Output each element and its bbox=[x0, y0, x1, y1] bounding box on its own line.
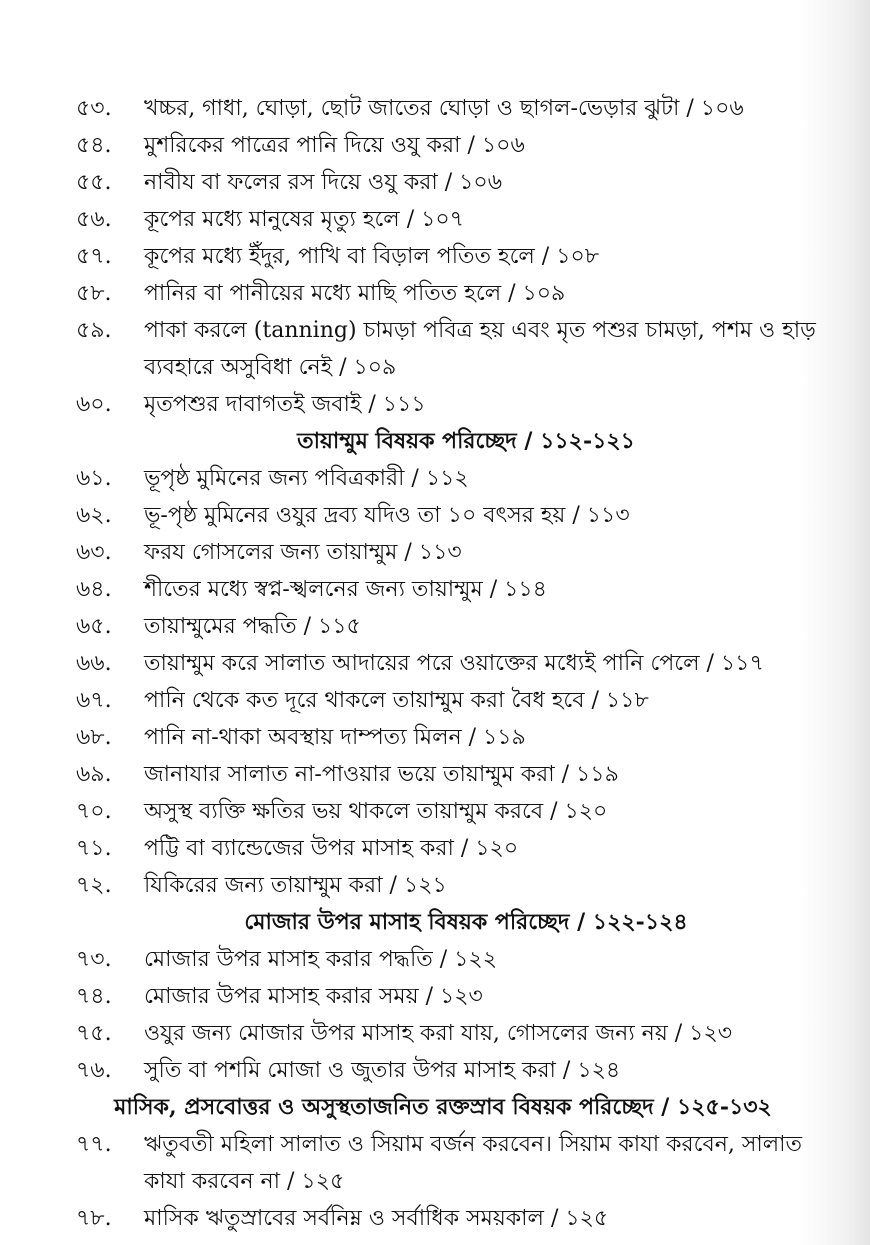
entry-title: ওযুর জন্য মোজার উপর মাসাহ করা যায়, গোসলের জন্য নয় / ১২৩ bbox=[144, 1021, 733, 1046]
toc-entry bbox=[76, 719, 826, 756]
toc-entry bbox=[76, 941, 826, 978]
entry-number: ৭০. bbox=[76, 799, 112, 824]
toc-entry bbox=[76, 460, 826, 497]
entry-number: ৬২. bbox=[76, 503, 112, 528]
toc-entry bbox=[76, 127, 826, 164]
toc-entry bbox=[76, 1200, 826, 1237]
toc-entry bbox=[76, 1015, 826, 1052]
table-of-contents bbox=[76, 90, 826, 1237]
section-heading-bleeding: মাসিক, প্রসবোত্তর ও অসুস্থতাজনিত রক্তস্রাব বিষয়ক পরিচ্ছেদ / ১২৫-১৩২ bbox=[114, 1094, 772, 1120]
entry-title: ভূপৃষ্ঠ মুমিনের জন্য পবিত্রকারী / ১১২ bbox=[144, 466, 469, 491]
toc-entry bbox=[76, 312, 826, 386]
entry-number: ৬৮. bbox=[76, 725, 112, 750]
entry-title: তায়াম্মুম করে সালাত আদায়ের পরে ওয়াক্তের মধ্যেই পানি পেলে / ১১৭ bbox=[144, 651, 764, 676]
entry-number: ৫৯. bbox=[76, 318, 112, 343]
toc-entry bbox=[76, 534, 826, 571]
entry-title: খচ্চর, গাধা, ঘোড়া, ছোট জাতের ঘোড়া ও ছাগল-ভেড়ার ঝুটা / ১০৬ bbox=[144, 96, 744, 121]
toc-entry bbox=[76, 867, 826, 904]
toc-entry bbox=[76, 1126, 826, 1200]
toc-entry bbox=[76, 1052, 826, 1089]
entry-number: ৬৪. bbox=[76, 577, 112, 602]
entry-number: ৬৩. bbox=[76, 540, 112, 565]
entry-number: ৫৬. bbox=[76, 207, 112, 232]
entry-number: ৭১. bbox=[76, 836, 112, 861]
entry-number: ৬০. bbox=[76, 392, 112, 417]
entry-title: মাসিক ঋতুস্রাবের সর্বনিম্ন ও সর্বাধিক সময়কাল / ১২৫ bbox=[144, 1206, 609, 1231]
toc-entry bbox=[76, 571, 826, 608]
entry-title: অসুস্থ ব্যক্তি ক্ষতির ভয় থাকলে তায়াম্মুম করবে / ১২০ bbox=[144, 799, 608, 824]
toc-entry bbox=[76, 830, 826, 867]
entry-title: পট্টি বা ব্যান্ডেজের উপর মাসাহ করা / ১২০ bbox=[144, 836, 519, 861]
entry-title: কূপের মধ্যে ইঁদুর, পাখি বা বিড়াল পতিত হলে / ১০৮ bbox=[144, 244, 600, 269]
toc-entry bbox=[76, 497, 826, 534]
toc-entry bbox=[76, 164, 826, 201]
toc-entry bbox=[76, 275, 826, 312]
toc-entry bbox=[76, 238, 826, 275]
toc-entry bbox=[76, 756, 826, 793]
entry-title: ঋতুবতী মহিলা সালাত ও সিয়াম বর্জন করবেন। সিয়াম কাযা করবেন, সালাত কাযা করবেন না / ১২৫ bbox=[144, 1132, 803, 1194]
toc-entry bbox=[76, 90, 826, 127]
entry-title: জানাযার সালাত না-পাওয়ার ভয়ে তায়াম্মুম করা / ১১৯ bbox=[144, 762, 619, 787]
entry-number: ৬৯. bbox=[76, 762, 112, 787]
entry-title: কূপের মধ্যে মানুষের মৃত্যু হলে / ১০৭ bbox=[144, 207, 464, 232]
entry-title: যিকিরের জন্য তায়াম্মুম করা / ১২১ bbox=[144, 873, 447, 898]
toc-entry bbox=[76, 682, 826, 719]
entry-title: পাকা করলে (tanning) চামড়া পবিত্র হয় এবং মৃত পশুর চামড়া, পশম ও হাড় ব্যবহারে অসুবিধা নেই / ১০৯ bbox=[144, 318, 816, 380]
toc-entry bbox=[76, 201, 826, 238]
entry-title: তায়াম্মুমের পদ্ধতি / ১১৫ bbox=[144, 614, 361, 639]
section-heading-tayammum: তায়াম্মুম বিষয়ক পরিচ্ছেদ / ১১২-১২১ bbox=[297, 428, 635, 454]
entry-number: ৫৩. bbox=[76, 96, 112, 121]
entry-number: ৭৪. bbox=[76, 984, 112, 1009]
toc-entry bbox=[76, 793, 826, 830]
entry-title: মৃতপশুর দাবাগতই জবাই / ১১১ bbox=[144, 392, 426, 417]
section-heading-socks-masah: মোজার উপর মাসাহ বিষয়ক পরিচ্ছেদ / ১২২-১২৪ bbox=[244, 909, 688, 935]
entry-title: মোজার উপর মাসাহ করার পদ্ধতি / ১২২ bbox=[144, 947, 498, 972]
toc-entry bbox=[76, 386, 826, 423]
entry-number: ৭৩. bbox=[76, 947, 112, 972]
entry-title: সুতি বা পশমি মোজা ও জুতার উপর মাসাহ করা / ১২৪ bbox=[144, 1058, 621, 1083]
entry-title: নাবীয বা ফলের রস দিয়ে ওযু করা / ১০৬ bbox=[144, 170, 503, 195]
entry-number: ৭৬. bbox=[76, 1058, 112, 1083]
entry-number: ৭৭. bbox=[76, 1132, 112, 1157]
entry-title: পানি থেকে কত দূরে থাকলে তায়াম্মুম করা বৈধ হবে / ১১৮ bbox=[144, 688, 649, 713]
entry-title: মোজার উপর মাসাহ করার সময় / ১২৩ bbox=[144, 984, 483, 1009]
toc-entry bbox=[76, 645, 826, 682]
entry-number: ৭২. bbox=[76, 873, 112, 898]
entry-number: ৬১. bbox=[76, 466, 112, 491]
entry-title: ফরয গোসলের জন্য তায়াম্মুম / ১১৩ bbox=[144, 540, 462, 565]
entry-number: ৫৮. bbox=[76, 281, 112, 306]
entry-title: পানি না-থাকা অবস্থায় দাম্পত্য মিলন / ১১৯ bbox=[144, 725, 526, 750]
entry-title: ভূ-পৃষ্ঠ মুমিনের ওযুর দ্রব্য যদিও তা ১০ বৎসর হয় / ১১৩ bbox=[144, 503, 630, 528]
entry-number: ৬৭. bbox=[76, 688, 112, 713]
entry-number: ৭৫. bbox=[76, 1021, 112, 1046]
entry-number: ৫৭. bbox=[76, 244, 112, 269]
entry-number: ৭৮. bbox=[76, 1206, 112, 1231]
entry-number: ৬৬. bbox=[76, 651, 112, 676]
entry-title: শীতের মধ্যে স্বপ্ন-স্খলনের জন্য তায়াম্মুম / ১১৪ bbox=[144, 577, 547, 602]
toc-entry bbox=[76, 978, 826, 1015]
entry-number: ৫৫. bbox=[76, 170, 112, 195]
entry-title: পানির বা পানীয়ের মধ্যে মাছি পতিত হলে / ১০৯ bbox=[144, 281, 566, 306]
entry-number: ৫৪. bbox=[76, 133, 112, 158]
entry-title: মুশরিকের পাত্রের পানি দিয়ে ওযু করা / ১০৬ bbox=[144, 133, 525, 158]
entry-number: ৬৫. bbox=[76, 614, 112, 639]
toc-entry bbox=[76, 608, 826, 645]
